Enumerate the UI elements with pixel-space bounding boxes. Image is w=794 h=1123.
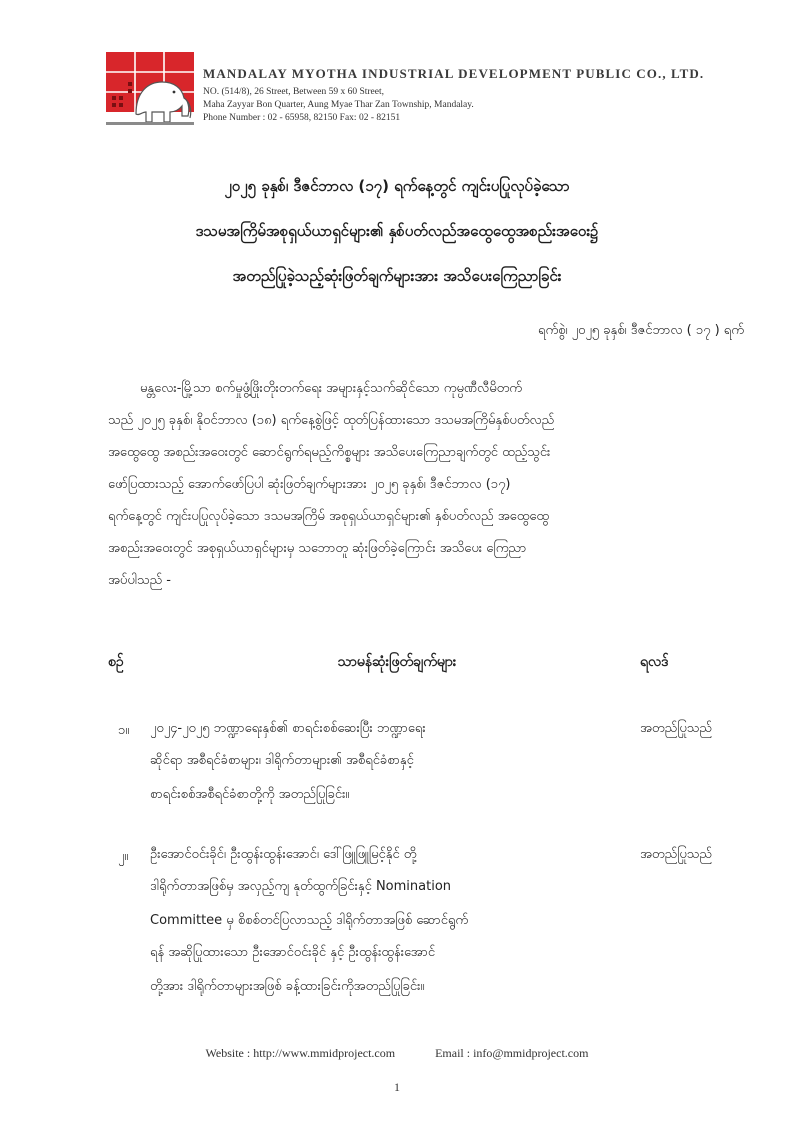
row-1-status: အတည်ပြုသည် (640, 721, 712, 736)
table-header-status: ရလဒ် (640, 654, 669, 670)
row-2-status: အတည်ပြုသည် (640, 847, 712, 862)
body-line-2: သည် ၂၀၂၅ ခုနှစ်၊ နိုဝင်ဘာလ (၁၈) ရက်နေ့စွဲဖြင့် ထုတ်ပြန်ထားသော ဒသမအကြိမ်နှစ်ပတ်လည် (108, 413, 555, 428)
company-logo (106, 52, 194, 128)
address-line-1: NO. (514/8), 26 Street, Between 59 x 60 Street, (203, 87, 384, 97)
row-2-line-3: Committee မှ စိစစ်တင်ပြလာသည့် ဒါရိုက်တာအဖြစ် ဆောင်ရွက် (150, 913, 469, 928)
title-line-3: အတည်ပြုခဲ့သည့်ဆုံးဖြတ်ချက်များအား အသိပေးကြေညာခြင်း (232, 267, 562, 285)
table-header-resolution: သာမန်ဆုံးဖြတ်ချက်များ (337, 654, 457, 670)
row-2-number: ၂။ (118, 849, 129, 864)
title-line-1: ၂၀၂၅ ခုနှစ်၊ ဒီဇင်ဘာလ (၁၇) ရက်နေ့တွင် ကျင်းပပြုလုပ်ခဲ့သော (224, 177, 570, 195)
address-line-2: Maha Zayyar Bon Quarter, Aung Myae Thar Zan Township, Mandalay. (203, 100, 474, 110)
row-2-line-2: ဒါရိုက်တာအဖြစ်မှ အလှည့်ကျ နုတ်ထွက်ခြင်းနှင့် Nomination (150, 879, 452, 894)
row-1-line-1: ၂၀၂၄-၂၀၂၅ ဘဏ္ဍာရေးနှစ်၏ စာရင်းစစ်ဆေးပြီး ဘဏ္ဍာရေး (150, 721, 426, 736)
company-name: MANDALAY MYOTHA INDUSTRIAL DEVELOPMENT PUBLIC CO., LTD. (203, 66, 705, 81)
row-2-line-4: ရန် အဆိုပြုထားသော ဦးအောင်ဝင်းခိုင် နှင့် ဦးထွန်းထွန်းအောင် (150, 945, 436, 960)
body-line-7: အပ်ပါသည် - (108, 573, 171, 588)
title-line-2: ဒသမအကြိမ်အစုရှယ်ယာရှင်များ၏ နှစ်ပတ်လည်အထွေထွေအစည်းအဝေး၌ (195, 222, 599, 240)
table-header-no: စဉ် (108, 654, 124, 670)
row-1-number: ၁။ (118, 723, 130, 738)
body-line-3: အထွေထွေ အစည်းအဝေးတွင် ဆောင်ရွက်ရမည့်ကိစ္စများ အသိပေးကြေညာချက်တွင် ထည့်သွင်း (108, 445, 551, 460)
body-line-4: ဖော်ပြထားသည့် အောက်ဖော်ပြပါ ဆုံးဖြတ်ချက်များအား ၂၀၂၅ ခုနှစ်၊ ဒီဇင်ဘာလ (၁၇) (108, 477, 511, 492)
row-1-line-3: စာရင်းစစ်အစီရင်ခံစာတို့ကို အတည်ပြုခြင်း။ (150, 787, 350, 802)
phone-line: Phone Number : 02 - 65958, 82150 Fax: 02 - 82151 (203, 113, 401, 123)
document-date: ရက်စွဲ၊ ၂၀၂၅ ခုနှစ်၊ ဒီဇင်ဘာလ ( ၁၇ ) ရက် (537, 323, 744, 338)
body-line-6: အစည်းအဝေးတွင် အစုရှယ်ယာရှင်များမှ သဘောတူ ဆုံးဖြတ်ခဲ့ကြောင်း အသိပေး ကြေညာ (108, 541, 527, 556)
row-2-line-5: တို့အား ဒါရိုက်တာများအဖြစ် ခန့်ထားခြင်းကိုအတည်ပြုခြင်း။ (150, 979, 425, 994)
page-number: 1 (394, 1080, 400, 1094)
body-line-5: ရက်နေ့တွင် ကျင်းပပြုလုပ်ခဲ့သော ဒသမအကြိမ် အစုရှယ်ယာရှင်များ၏ နှစ်ပတ်လည် အထွေထွေ (108, 509, 549, 524)
footer-email[interactable]: Email : info@mmidproject.com (435, 1046, 589, 1060)
row-1-line-2: ဆိုင်ရာ အစီရင်ခံစာများ၊ ဒါရိုက်တာများ၏ အစီရင်ခံစာနှင့် (150, 753, 414, 768)
row-2-line-1: ဦးအောင်ဝင်းခိုင်၊ ဦးထွန်းထွန်းအောင်၊ ဒေါ်ဖြူဖြူမြင့်နိုင် တို့ (150, 847, 417, 862)
body-line-1: မန္တလေး-မြို့သာ စက်မှုဖွံ့ဖြိုးတိုးတက်ရေး အများနှင့်သက်ဆိုင်သော ကုမ္ပဏီလီမိတက် (140, 381, 523, 396)
footer (0, 1046, 794, 1061)
footer-website[interactable]: Website : http://www.mmidproject.com (205, 1046, 396, 1060)
